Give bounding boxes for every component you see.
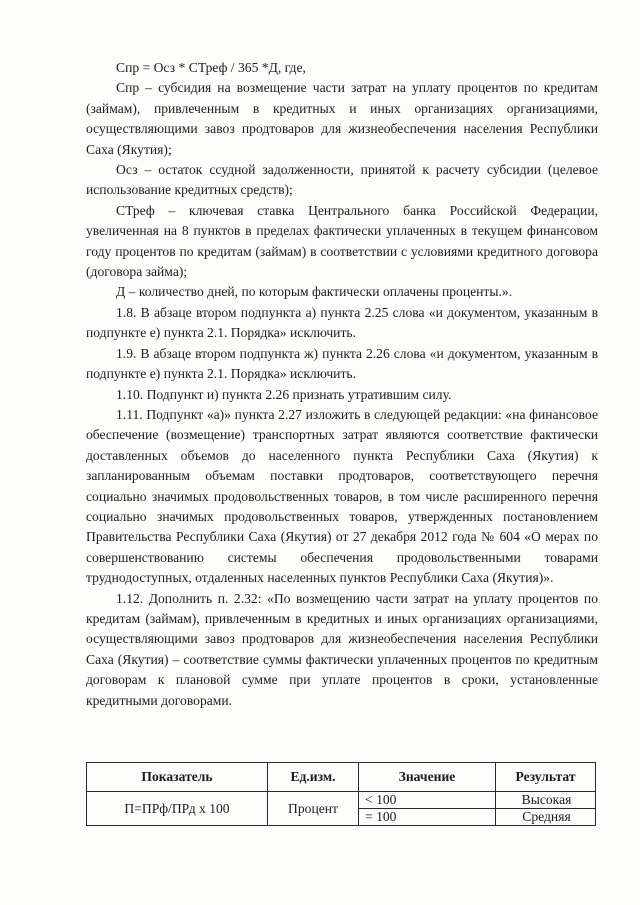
table-row [87,792,596,809]
definition-spr: Спр – субсидия на возмещение части затрат на уплату процентов по кредитам (займам), привлеченным в кредитных и иных организациях организациями, осуществляющими завоз продтоваров для жизнеобеспечения населения Республики Саха (Якутия); [86,80,598,157]
definition-d: Д – количество дней, по которым фактически оплачены проценты.». [116,284,513,300]
clause-1-8: 1.8. В абзаце втором подпункта а) пункта 2.25 слова «и документом, указанным в подпункте е) пункта 2.1. Порядка» исключить. [86,304,598,341]
clause-1-11: 1.11. Подпункт «а)» пункта 2.27 изложить в следующей редакции: «на финансовое обеспечение (возмещение) транспортных затрат являются соответствие фактически доставленных объемов до населенного пункта Республики Саха (Якутия) к запланированным объемам поставки продтоваров, соответствующего перечня социально значимых продовольственных товаров, в том числе расширенного перечня социально значимых продовольственных товаров, утвержденных постановлением Правительства Республики Саха (Якутия) от 27 декабря 2012 года № 604 «О мерах по совершенствованию системы обеспечения продовольственными товарами труднодоступных, отдаленных населенных пунктов Республики Саха (Якутия)». [86,406,598,586]
formula-line: Спр = Осз * СТреф / 365 *Д, где, [116,60,306,75]
indicator-cell: П=ПРф/ПРд х 100 [87,792,268,826]
header-value: Значение [359,763,496,792]
header-result: Результат [496,763,596,792]
value-cell: < 100 [359,792,496,809]
definition-osz: Осз – остаток ссудной задолженности, принятой к расчету субсидии (целевое использование кредитных средств); [86,162,598,198]
document-body [86,58,598,711]
table-header-row [87,763,596,792]
clause-1-12: 1.12. Дополнить п. 2.32: «По возмещению части затрат на уплату процентов по кредитам (займам), привлеченным в кредитных и иных организациях организациями, осуществляющими завоз продтоваров для жизнеобеспечения населения Республики Саха (Якутия) – соответствие суммы фактически уплаченных процентов по кредитным договорам к плановой сумме при уплате процентов в сроки, установленные кредитными договорами. [86,590,598,708]
clause-1-9: 1.9. В абзаце втором подпункта ж) пункта 2.26 слова «и документом, указанным в подпункте е) пункта 2.1. Порядка» исключить. [86,345,598,382]
result-cell: Высокая [496,792,596,809]
results-table [86,762,596,826]
header-unit: Ед.изм. [268,763,359,792]
value-cell: = 100 [359,809,496,826]
result-cell: Средняя [496,809,596,826]
unit-cell: Процент [268,792,359,826]
header-indicator: Показатель [87,763,268,792]
definition-stref: СТреф – ключевая ставка Центрального банка Российской Федерации, увеличенная на 8 пунктов в пределах фактически уплаченных в текущем финансовом году процентов по кредитам (займам) в соответствии с условиями кредитного договора (договора займа); [86,202,598,280]
clause-1-10: 1.10. Подпункт и) пункта 2.26 признать утратившим силу. [116,386,452,402]
